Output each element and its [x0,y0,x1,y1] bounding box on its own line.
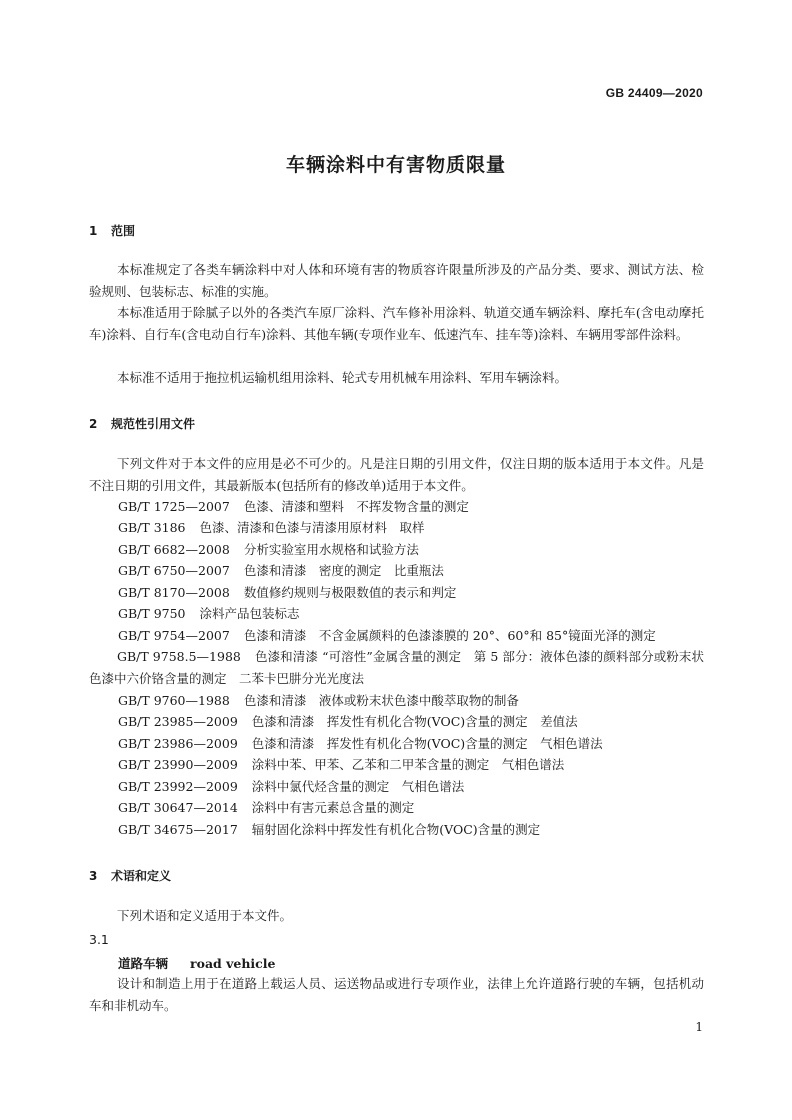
reference-code: GB/T 8170—2008 [118,585,230,600]
reference-title: 涂料中苯、甲苯、乙苯和二甲苯含量的测定 气相色谱法 [251,757,565,772]
reference-code: GB/T 6750—2007 [118,563,230,578]
section-3-heading [89,867,171,884]
term-definition: 设计和制造上用于在道路上载运人员、运送物品或进行专项作业，法律上允许道路行驶的车辆，包括机动车和非机动车。 [89,976,704,1013]
reference-item [118,496,469,518]
reference-code: GB/T 34675—2017 [118,822,238,837]
reference-item [118,517,425,539]
reference-title: 色漆和清漆 挥发性有机化合物(VOC)含量的测定 气相色谱法 [251,736,603,751]
section-title: 范围 [111,224,136,238]
reference-title: 辐射固化涂料中挥发性有机化合物(VOC)含量的测定 [251,822,541,837]
reference-code: GB/T 9758.5—1988 [117,649,241,664]
page-number: 1 [695,1020,703,1034]
reference-item [118,603,300,625]
section-title: 规范性引用文件 [111,417,196,431]
section-number: 3 [89,869,98,883]
reference-item [118,625,656,647]
reference-code: GB/T 23992—2009 [118,779,238,794]
term-english: road vehicle [190,956,276,971]
reference-title: 色漆、清漆和色漆与清漆用原材料 取样 [199,520,425,535]
reference-code: GB/T 1725—2007 [118,499,230,514]
reference-code: GB/T 23986—2009 [118,736,238,751]
reference-title: 涂料中氯代烃含量的测定 气相色谱法 [251,779,465,794]
reference-item [89,646,704,689]
reference-item [118,582,456,604]
reference-item [118,733,603,755]
reference-title: 色漆和清漆 液体或粉末状色漆中酸萃取物的制备 [243,693,519,708]
reference-code: GB/T 6682—2008 [118,542,230,557]
paragraph: 本标准适用于除腻子以外的各类汽车原厂涂料、汽车修补用涂料、轨道交通车辆涂料、摩托车(含电动摩托车)涂料、自行车(含电动自行车)涂料、其他车辆(专项作业车、低速汽车、挂车等)涂料、车辆用零部件涂料。 [89,305,704,342]
section-number: 1 [89,224,98,238]
reference-title: 色漆和清漆 密度的测定 比重瓶法 [243,563,444,578]
section-1-heading [89,222,135,239]
reference-title: 色漆和清漆 挥发性有机化合物(VOC)含量的测定 差值法 [251,714,578,729]
reference-title: 涂料中有害元素总含量的测定 [251,800,415,815]
reference-title: 色漆和清漆 不含金属颜料的色漆漆膜的 20°、60°和 85°镜面光泽的测定 [243,628,656,643]
reference-code: GB/T 3186 [118,520,186,535]
reference-code: GB/T 9754—2007 [118,628,230,643]
reference-item [118,776,464,798]
reference-code: GB/T 9760—1988 [118,693,230,708]
reference-item [118,754,564,776]
term-entry [118,954,276,972]
paragraph: 本标准不适用于拖拉机运输机组用涂料、轮式专用机械车用涂料、军用车辆涂料。 [117,370,568,385]
section-title: 术语和定义 [111,869,172,883]
paragraph: 下列文件对于本文件的应用是必不可少的。凡是注日期的引用文件，仅注日期的版本适用于本文件。凡是不注日期的引用文件，其最新版本(包括所有的修改单)适用于本文件。 [89,456,704,493]
reference-title: 色漆和清漆 “可溶性”金属含量的测定 第 5 部分：液体色漆的颜料部分或粉末状色漆中六价铬含量的测定 二苯卡巴肼分光光度法 [89,649,705,686]
document-title: 车辆涂料中有害物质限量 [285,154,506,176]
standard-code: GB 24409—2020 [605,86,703,100]
term-number: 3.1 [89,932,109,947]
reference-title: 色漆、清漆和塑料 不挥发物含量的测定 [243,499,469,514]
reference-item [118,711,578,733]
reference-code: GB/T 9750 [118,606,186,621]
reference-title: 涂料产品包装标志 [199,606,300,621]
reference-code: GB/T 23985—2009 [118,714,238,729]
reference-item [118,819,540,841]
reference-code: GB/T 23990—2009 [118,757,238,772]
reference-item [118,560,444,582]
reference-item [118,797,414,819]
reference-item [118,690,519,712]
paragraph: 下列术语和定义适用于本文件。 [117,908,293,923]
reference-title: 数值修约规则与极限数值的表示和判定 [243,585,457,600]
term-chinese: 道路车辆 [118,956,169,971]
reference-item [118,539,419,561]
reference-code: GB/T 30647—2014 [118,800,238,815]
paragraph: 本标准规定了各类车辆涂料中对人体和环境有害的物质容许限量所涉及的产品分类、要求、测试方法、检验规则、包装标志、标准的实施。 [89,262,704,299]
section-number: 2 [89,417,98,431]
reference-title: 分析实验室用水规格和试验方法 [243,542,419,557]
section-2-heading [89,415,195,432]
